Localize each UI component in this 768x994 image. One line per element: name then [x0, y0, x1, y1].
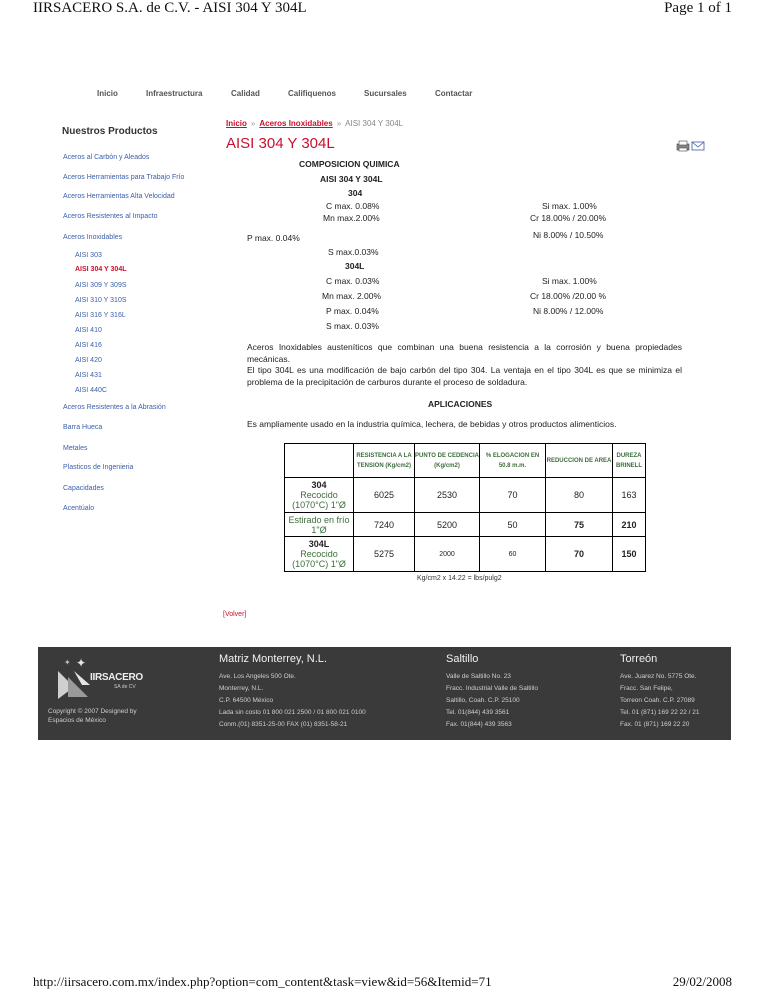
sidebar-item-aisi-440c[interactable]: AISI 440C — [75, 387, 107, 394]
nav-infraestructura[interactable]: Infraestructura — [146, 89, 203, 98]
table-header: RESISTENCIA A LA TENSION (Kg/cm2) — [354, 444, 415, 478]
svg-text:✦: ✦ — [64, 658, 71, 667]
g304l-carbon: C max. 0.03% — [326, 276, 380, 286]
g304-phosphorus: P max. 0.04% — [247, 233, 300, 243]
sidebar-item-aisi-416[interactable]: AISI 416 — [75, 342, 102, 349]
footer-copyright-2: Espacios de México — [48, 717, 106, 724]
table-cell: 5200 — [415, 513, 480, 537]
nav-contactar[interactable]: Contactar — [435, 89, 473, 98]
table-header: REDUCCION DE AREA — [546, 444, 613, 478]
grade-304l-label: 304L — [345, 261, 365, 271]
applications-heading: APLICACIONES — [428, 399, 493, 409]
table-header-empty — [285, 444, 354, 478]
sidebar-item-plasticos[interactable]: Plasticos de Ingenieria — [63, 464, 134, 471]
sidebar-title: Nuestros Productos — [62, 126, 158, 137]
sidebar-item-barra-hueca[interactable]: Barra Hueca — [63, 424, 103, 431]
composition-heading: COMPOSICION QUIMICA — [299, 159, 400, 169]
article-title: AISI 304 Y 304L — [226, 135, 335, 152]
breadcrumb-home[interactable]: Inicio — [226, 119, 247, 128]
table-header: PUNTO DE CEDENCIA (Kg/cm2) — [415, 444, 480, 478]
sidebar-item-abrasion[interactable]: Aceros Resistentes a la Abrasión — [63, 404, 166, 411]
site-footer — [38, 647, 731, 740]
footer-address-line: Lada sin costo 01 800 021 2500 / 01 800 021 0100 — [219, 709, 366, 716]
g304-chromium: Cr 18.00% / 20.00% — [530, 213, 607, 223]
table-cell: 2530 — [415, 478, 480, 513]
breadcrumb — [226, 119, 403, 128]
g304-manganese: Mn max.2.00% — [323, 213, 380, 223]
print-header-title: IIRSACERO S.A. de C.V. - AISI 304 Y 304L — [33, 0, 307, 16]
composition-subheading: AISI 304 Y 304L — [320, 174, 383, 184]
g304-nickel: Ni 8.00% / 10.50% — [533, 230, 604, 240]
row-condition: Estirado en frío 1"Ø — [288, 514, 350, 535]
sidebar-item-aisi-316[interactable]: AISI 316 Y 316L — [75, 312, 126, 319]
print-header-page: Page 1 of 1 — [664, 0, 732, 16]
description-paragraph-2: El tipo 304L es una modificación de bajo carbón del tipo 304. La ventaja en el tipo 304L es que se minimiza el problema de la precipitación de carburos durante el proceso de soldadura. — [247, 365, 682, 387]
table-cell: 70 — [480, 478, 546, 513]
g304-sulfur: S max.0.03% — [328, 247, 379, 257]
table-cell: 150 — [613, 537, 646, 572]
svg-text:✦: ✦ — [76, 657, 87, 670]
sidebar-item-inoxidables[interactable]: Aceros Inoxidables — [63, 234, 123, 241]
footer-address-line: Tel. 01(844) 439 3561 — [446, 709, 510, 716]
table-row — [285, 478, 646, 513]
sidebar-item-aisi-431[interactable]: AISI 431 — [75, 372, 102, 379]
nav-califiquenos[interactable]: Califiquenos — [288, 89, 337, 98]
g304-carbon: C max. 0.08% — [326, 201, 380, 211]
footer-address-line: C.P. 64500 México — [219, 697, 274, 704]
g304l-sulfur: S max. 0.03% — [326, 321, 379, 331]
footer-copyright-1: Copyright © 2007 Designed by — [48, 708, 137, 715]
footer-address-line: Conm.(01) 8351-25-00 FAX (01) 8351-58-21 — [219, 721, 348, 728]
print-footer-date: 29/02/2008 — [672, 974, 732, 989]
sidebar-item-capacidades[interactable]: Capacidades — [63, 485, 104, 492]
footer-brand: IIRSACERO — [90, 672, 143, 683]
footer-office-saltillo: Saltillo — [446, 653, 479, 665]
table-cell: 70 — [546, 537, 613, 572]
footer-address-line: Ave. Juarez No. 5775 Ote. — [620, 673, 697, 680]
row-grade: 304L — [308, 539, 330, 549]
iirsacero-logo-icon — [54, 657, 94, 701]
sidebar-item-aisi-310[interactable]: AISI 310 Y 310S — [75, 297, 127, 304]
sidebar-item-aisi-303[interactable]: AISI 303 — [75, 252, 102, 259]
g304l-chromium: Cr 18.00% /20.00 % — [530, 291, 607, 301]
row-condition: Recocido (1070°C) 1"Ø — [292, 490, 346, 510]
row-grade: 304 — [311, 480, 327, 490]
description-paragraph-1: Aceros Inoxidables austeníticos que combinan una buena resistencia a la corrosión y buena propiedades mecánicas. — [247, 342, 682, 364]
sidebar-item-aisi-420[interactable]: AISI 420 — [75, 357, 102, 364]
table-header: % ELOGACION EN 50.8 m.m. — [480, 444, 546, 478]
conversion-note: Kg/cm2 x 14.22 = lbs/pulg2 — [417, 575, 502, 582]
nav-calidad[interactable]: Calidad — [231, 89, 260, 98]
row-label — [285, 478, 354, 513]
grade-304-label: 304 — [348, 188, 363, 198]
sidebar-item-aisi-309[interactable]: AISI 309 Y 309S — [75, 282, 127, 289]
table-cell: 210 — [613, 513, 646, 537]
breadcrumb-separator-icon: » — [336, 119, 342, 128]
table-cell: 2000 — [415, 537, 480, 572]
footer-address-line: Saltillo, Coah. C.P. 25100 — [446, 697, 520, 704]
g304l-phosphorus: P max. 0.04% — [326, 306, 379, 316]
sidebar-item-herramientas-frio[interactable]: Aceros Herramientas para Trabajo Frío — [63, 174, 185, 181]
breadcrumb-current: AISI 304 Y 304L — [345, 119, 404, 128]
g304-silicon: Si max. 1.00% — [542, 201, 597, 211]
g304l-nickel: Ni 8.00% / 12.00% — [533, 306, 604, 316]
footer-address-line: Fracc. Industrial Valle de Saltillo — [446, 685, 539, 692]
breadcrumb-separator-icon: » — [250, 119, 256, 128]
footer-office-torreon: Torreón — [620, 653, 658, 665]
row-label — [285, 513, 354, 537]
email-icon[interactable] — [692, 142, 704, 150]
footer-address-line: Ave. Los Angeles 500 Ote. — [219, 673, 296, 680]
sidebar-item-aceros-carbon[interactable]: Aceros al Carbón y Aleados — [63, 154, 150, 161]
footer-address-line: Fax. 01(844) 439 3563 — [446, 721, 512, 728]
article-tools — [676, 139, 706, 157]
print-footer-url: http://iirsacero.com.mx/index.php?option=com_content&task=view&id=56&Itemid=71 — [33, 974, 492, 989]
table-cell: 50 — [480, 513, 546, 537]
sidebar-item-herramientas-velocidad[interactable]: Aceros Herramientas Alta Velocidad — [63, 193, 175, 200]
footer-address-line: Fracc. San Felipe, — [620, 685, 673, 692]
table-cell: 80 — [546, 478, 613, 513]
footer-address-line: Monterrey, N.L. — [219, 685, 264, 692]
breadcrumb-section[interactable]: Aceros Inoxidables — [259, 119, 333, 128]
sidebar-item-aisi-304[interactable]: AISI 304 Y 304L — [75, 266, 127, 273]
sidebar-item-acentualo[interactable]: Acentúalo — [63, 505, 95, 512]
footer-address-line: Fax. 01 (871) 169 22 20 — [620, 721, 690, 728]
table-row — [285, 537, 646, 572]
table-row — [285, 513, 646, 537]
table-cell: 7240 — [354, 513, 415, 537]
nav-inicio[interactable]: Inicio — [97, 89, 118, 98]
sidebar-item-aisi-410[interactable]: AISI 410 — [75, 327, 102, 334]
footer-address-line: Valle de Saltillo No. 23 — [446, 673, 511, 680]
g304l-silicon: Si max. 1.00% — [542, 276, 597, 286]
footer-office-monterrey: Matriz Monterrey, N.L. — [219, 653, 327, 665]
footer-address-line: Tel. 01 (871) 169 22 22 / 21 — [620, 709, 700, 716]
footer-brand-sub: SA de CV — [114, 684, 136, 690]
table-header: DUREZA BRINELL — [613, 444, 646, 478]
table-cell: 75 — [546, 513, 613, 537]
footer-address-line: Torreon Coah. C.P. 27089 — [620, 697, 695, 704]
table-cell: 163 — [613, 478, 646, 513]
row-condition: Recocido (1070°C) 1"Ø — [292, 549, 346, 569]
print-icon[interactable] — [677, 141, 689, 151]
table-header-row — [285, 444, 646, 478]
table-cell: 60 — [480, 537, 546, 572]
table-cell: 5275 — [354, 537, 415, 572]
table-cell: 6025 — [354, 478, 415, 513]
g304l-manganese: Mn max. 2.00% — [322, 291, 382, 301]
sidebar-item-metales[interactable]: Metales — [63, 445, 88, 452]
nav-sucursales[interactable]: Sucursales — [364, 89, 407, 98]
applications-text: Es ampliamente usado en la industria química, lechera, de bebidas y otros productos alimenticios. — [247, 419, 617, 429]
sidebar-item-resistentes-impacto[interactable]: Aceros Resistentes al Impacto — [63, 213, 158, 220]
row-label — [285, 537, 354, 572]
mechanical-properties-table — [284, 443, 646, 572]
back-link[interactable]: [Volver] — [223, 611, 247, 618]
